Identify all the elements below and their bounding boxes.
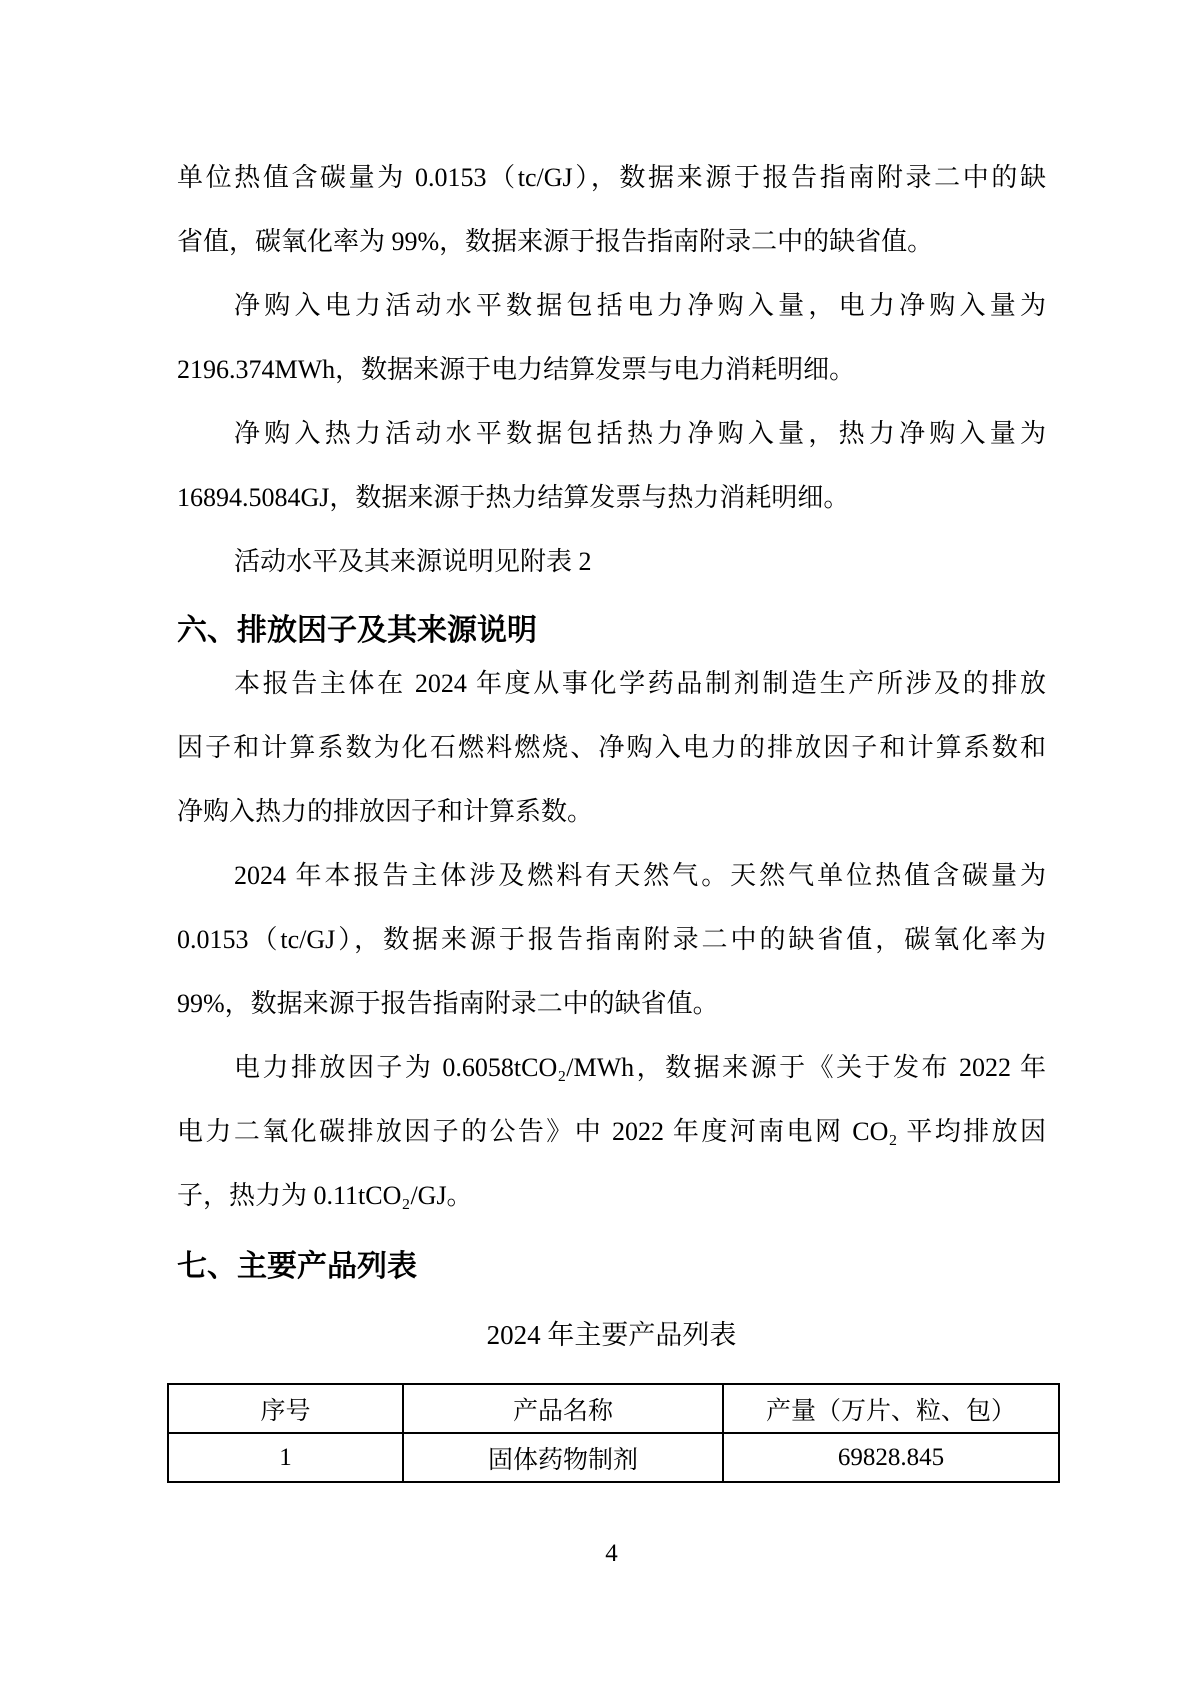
para-heat-activity-line1: 净购入热力活动水平数据包括热力净购入量，热力净购入量为 (234, 419, 1046, 448)
para-elec-heat-ef-line2: 电力二氧化碳排放因子的公告》中 2022 年度河南电网 CO₂ 平均排放因 (177, 1117, 1046, 1146)
para-electricity-activity-line1: 净购入电力活动水平数据包括电力净购入量，电力净购入量为 (234, 291, 1046, 320)
table-header-product-name: 产品名称 (403, 1384, 723, 1433)
para-elec-heat-ef-line1: 电力排放因子为 0.6058tCO₂/MWh，数据来源于《关于发布 2022 年 (234, 1053, 1046, 1082)
para-electricity-activity-line2: 2196.374MWh，数据来源于电力结算发票与电力消耗明细。 (177, 355, 856, 384)
para-fuel-defaults-line1: 单位热值含碳量为 0.0153（tc/GJ），数据来源于报告指南附录二中的缺 (177, 163, 1046, 192)
para-ef-intro-line2: 因子和计算系数为化石燃料燃烧、净购入电力的排放因子和计算系数和 (177, 733, 1046, 762)
document-content (177, 146, 1046, 1574)
para-ef-intro-line1: 本报告主体在 2024 年度从事化学药品制剂制造生产所涉及的排放 (234, 669, 1046, 698)
para-activity-note: 活动水平及其来源说明见附表 2 (234, 547, 592, 576)
table-cell-output: 69828.845 (723, 1433, 1059, 1482)
para-ef-intro-line3: 净购入热力的排放因子和计算系数。 (177, 797, 594, 826)
table-cell-product-name: 固体药物制剂 (403, 1433, 723, 1482)
table-row (168, 1433, 1059, 1482)
table-header-output: 产量（万片、粒、包） (723, 1384, 1059, 1433)
table-cell-index: 1 (168, 1433, 403, 1482)
para-heat-activity-line2: 16894.5084GJ，数据来源于热力结算发票与热力消耗明细。 (177, 483, 850, 512)
para-gas-ef-line2: 0.0153（tc/GJ），数据来源于报告指南附录二中的缺省值，碳氧化率为 (177, 925, 1046, 954)
para-gas-ef-line3: 99%，数据来源于报告指南附录二中的缺省值。 (177, 989, 719, 1018)
products-table-title: 2024 年主要产品列表 (486, 1320, 737, 1350)
page-number: 4 (605, 1540, 618, 1567)
para-fuel-defaults-line2: 省值，碳氧化率为 99%，数据来源于报告指南附录二中的缺省值。 (177, 227, 934, 256)
table-header-index: 序号 (168, 1384, 403, 1433)
section-heading-6: 六、排放因子及其来源说明 (177, 614, 537, 647)
products-table-header-row (168, 1384, 1059, 1433)
section-heading-7: 七、主要产品列表 (177, 1250, 417, 1283)
para-gas-ef-line1: 2024 年本报告主体涉及燃料有天然气。天然气单位热值含碳量为 (234, 861, 1046, 890)
para-elec-heat-ef-line3: 子，热力为 0.11tCO₂/GJ。 (177, 1181, 473, 1210)
products-table (167, 1383, 1060, 1483)
